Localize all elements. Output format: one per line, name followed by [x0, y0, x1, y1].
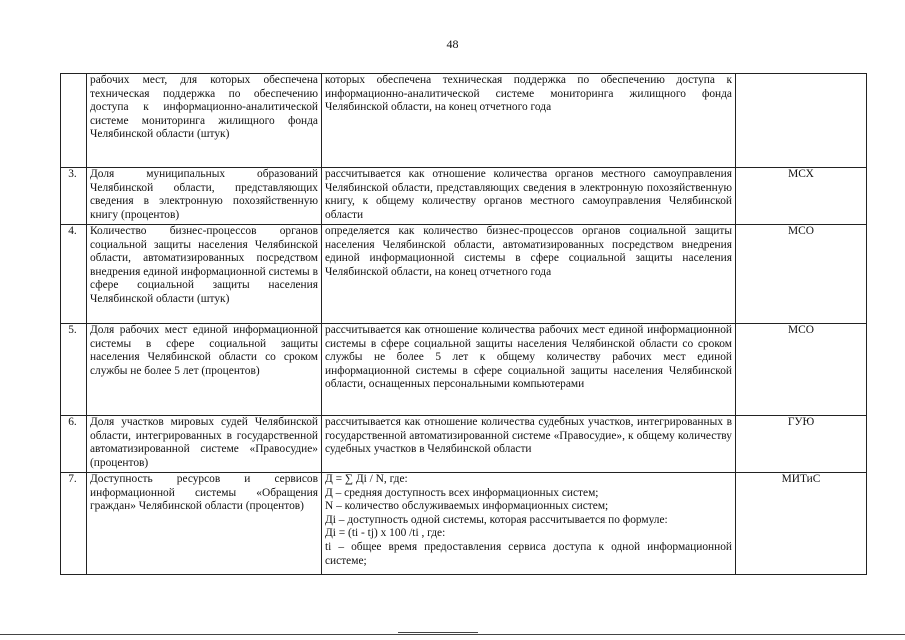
method-line: рассчитывается как отношение количества судебных участков, интегрированных в государственной автоматизированной системе «Правосудие», к общему количеству судебных участков в Челябинской области: [325, 416, 732, 456]
row-number: 3.: [61, 168, 87, 225]
calculation-method: [322, 225, 736, 324]
indicator-table: [60, 73, 867, 575]
indicator-name: рабочих мест, для которых обеспечена техническая поддержка по обеспечению доступа к информационно-аналитической системе мониторинга жилищного фонда Челябинской области (штук): [87, 74, 322, 168]
row-number: 7.: [61, 473, 87, 575]
calculation-method: [322, 416, 736, 473]
row-number: 4.: [61, 225, 87, 324]
indicator-name: Доля муниципальных образований Челябинской области, представляющих сведения в электронную похозяйственную книгу (процентов): [87, 168, 322, 225]
footer-rule-short: [398, 632, 478, 633]
method-line: Д – средняя доступность всех информационных систем;: [325, 486, 599, 499]
method-line: рассчитывается как отношение количества рабочих мест единой информационной системы в сфере социальной защиты населения Челябинской области со сроком службы не более 5 лет к общему количеству рабочих мест единой информационной системы в сфере социальной защиты населения Челябинской области, оснащенных персональными компьютерами: [325, 324, 732, 391]
row-number: 5.: [61, 324, 87, 416]
table-row: [61, 74, 867, 168]
calculation-method: [322, 168, 736, 225]
footer-rule: [0, 634, 905, 635]
method-line: N – количество обслуживаемых информационных систем;: [325, 500, 609, 513]
page-number: 48: [446, 37, 459, 51]
method-line: Д = ∑ Дi / N, где:: [325, 473, 408, 485]
table-row: [61, 473, 867, 575]
calculation-method: [322, 74, 736, 168]
indicator-name: Доля рабочих мест единой информационной системы в сфере социальной защиты населения Челябинской области со сроком службы не более 5 лет (процентов): [87, 324, 322, 416]
method-line: Дi = (ti - tj) x 100 /ti , где:: [325, 527, 446, 540]
indicator-name: Доступность ресурсов и сервисов информационной системы «Обращения граждан» Челябинской области (процентов): [87, 473, 322, 575]
method-line: определяется как количество бизнес-процессов органов социальной защиты населения Челябинской области, автоматизированных посредством внедрения единой информационной системы в сфере социальной защиты населения Челябинской области, на конец отчетного года: [325, 225, 732, 278]
responsible-body: МСО: [736, 225, 867, 324]
row-number: [61, 74, 87, 168]
table-row: [61, 324, 867, 416]
indicator-name: Количество бизнес-процессов органов социальной защиты населения Челябинской области, автоматизированных посредством внедрения единой информационной системы в сфере социальной защиты населения Челябинской области (штук): [87, 225, 322, 324]
responsible-body: МСХ: [736, 168, 867, 225]
indicator-name: Доля участков мировых судей Челябинской области, интегрированных в государственной автоматизированной системе «Правосудие» (процентов): [87, 416, 322, 473]
responsible-body: МИТиС: [736, 473, 867, 575]
method-line: рассчитывается как отношение количества органов местного самоуправления Челябинской области, представляющих сведения в электронную похозяйственную книгу, к общему количеству органов местного самоуправления Челябинской области: [325, 168, 732, 221]
calculation-method: [322, 473, 736, 575]
method-line: которых обеспечена техническая поддержка по обеспечению доступа к информационно-аналитической системе мониторинга жилищного фонда Челябинской области, на конец отчетного года: [325, 74, 732, 114]
method-line: Дi – доступность одной системы, которая рассчитывается по формуле:: [325, 513, 668, 526]
method-line: ti – общее время предоставления сервиса доступа к одной информационной системе;: [325, 540, 732, 567]
responsible-body: ГУЮ: [736, 416, 867, 473]
table-row: [61, 416, 867, 473]
responsible-body: МСО: [736, 324, 867, 416]
row-number: 6.: [61, 416, 87, 473]
responsible-body: [736, 74, 867, 168]
calculation-method: [322, 324, 736, 416]
table-row: [61, 168, 867, 225]
table-row: [61, 225, 867, 324]
